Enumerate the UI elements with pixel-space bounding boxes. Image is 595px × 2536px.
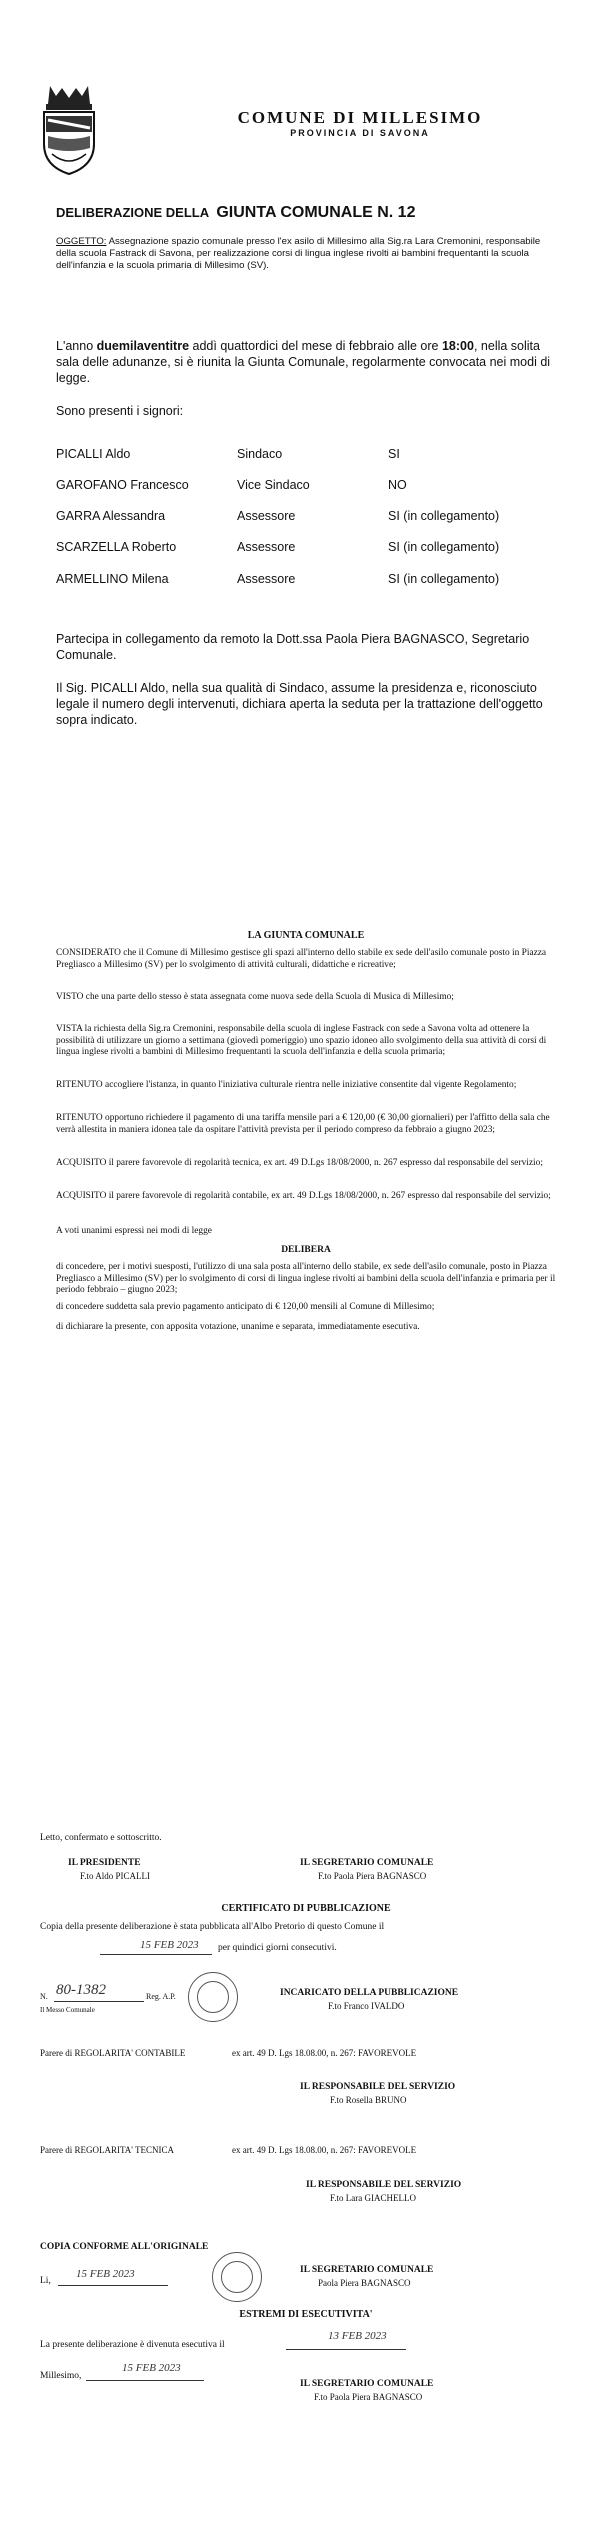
presidente-label: IL PRESIDENTE (68, 1858, 141, 1868)
intro-text-1: L'anno (56, 339, 94, 353)
li-date: 15 FEB 2023 (76, 2268, 135, 2280)
member-role: Assessore (237, 572, 296, 586)
segretario-label: IL SEGRETARIO COMUNALE (300, 2265, 434, 2275)
member-role: Vice Sindaco (237, 478, 310, 492)
oggetto-label: OGGETTO: (56, 236, 107, 247)
comune-title: COMUNE DI MILLESIMO (237, 108, 483, 127)
oggetto-block (56, 236, 556, 272)
partecipa-paragraph: Partecipa in collegamento da remoto la Dott.ssa Paola Piera BAGNASCO, Segretario Comunale. (56, 632, 530, 662)
member-present: SI (in collegamento) (388, 572, 500, 586)
consideration-item: VISTO che una parte dello stesso è stata assegnata come nuova sede della Scuola di Musica di Millesimo; (56, 992, 454, 1002)
letto-text: Letto, confermato e sottoscritto. (40, 1833, 162, 1843)
comune-stamp (188, 1972, 238, 2022)
delibera-heading: DELIBERA (281, 1245, 331, 1255)
decision-item: di dichiarare la presente, con apposita votazione, unanime e separata, immediatamente esecutiva. (56, 1322, 420, 1332)
intro-paragraph (56, 338, 556, 386)
resp-servizio-label: IL RESPONSABILE DEL SERVIZIO (306, 2180, 462, 2190)
member-role: Sindaco (237, 447, 283, 461)
member-present: NO (388, 478, 407, 492)
reg-n-prefix: N. (40, 1992, 48, 2001)
incaricato-name: F.to Franco IVALDO (328, 2001, 405, 2011)
presenti-label: Sono presenti i signori: (56, 404, 184, 418)
resp-servizio-name: F.to Lara GIACHELLO (330, 2193, 417, 2203)
comune-stamp (212, 2252, 262, 2302)
member-name: PICALLI Aldo (56, 447, 131, 461)
parere-contabile-label: Parere di REGOLARITA' CONTABILE (40, 2048, 186, 2058)
incaricato-label: INCARICATO DELLA PUBBLICAZIONE (280, 1988, 459, 1998)
deliberazione-heading (56, 204, 415, 222)
parere-tecnica-label: Parere di REGOLARITA' TECNICA (40, 2145, 174, 2155)
segretario-label: IL SEGRETARIO COMUNALE (300, 2379, 434, 2389)
member-name: GARRA Alessandra (56, 509, 166, 523)
reg-label: Reg. A.P. (146, 1992, 176, 2001)
member-present: SI (in collegamento) (388, 540, 500, 554)
pub-days: per quindici giorni consecutivi. (218, 1943, 337, 1953)
member-role: Assessore (237, 509, 296, 523)
resp-servizio-label: IL RESPONSABILE DEL SERVIZIO (300, 2082, 456, 2092)
provincia-subtitle: PROVINCIA DI SAVONA (290, 128, 430, 138)
copia-conforme-label: COPIA CONFORME ALL'ORIGINALE (40, 2242, 209, 2252)
consideration-item: ACQUISITO il parere favorevole di regolarità contabile, ex art. 49 D.Lgs 18/08/2000, n. 267 espresso dal responsabile del servizio; (56, 1191, 551, 1201)
reg-number: 80-1382 (56, 1982, 106, 1998)
estremi-heading: ESTREMI DI ESECUTIVITA' (239, 2309, 373, 2320)
member-name: GAROFANO Francesco (56, 478, 189, 492)
segretario-name: F.to Paola Piera BAGNASCO (318, 1871, 427, 1881)
li-label: Li, (40, 2276, 51, 2286)
consideration-item: CONSIDERATO che il Comune di Millesimo gestisce gli spazi all'interno dello stabile ex sede dell'asilo comunale posto in Piazza Pregliasco a Millesimo (SV) per lo svolgimento di attività culturali, didattiche e ricreative; (56, 948, 547, 970)
segretario-label: IL SEGRETARIO COMUNALE (300, 1858, 434, 1868)
millesimo-date: 15 FEB 2023 (122, 2362, 181, 2374)
certificato-heading: CERTIFICATO DI PUBBLICAZIONE (221, 1903, 391, 1914)
messo-label: Il Messo Comunale (40, 2006, 95, 2014)
member-role: Assessore (237, 540, 296, 554)
presidente-name: F.to Aldo PICALLI (80, 1871, 151, 1881)
esecutiva-text: La presente deliberazione è divenuta esecutiva il (40, 2340, 225, 2350)
intro-text-3: , nella solita sala delle adunanze, si è riunita la Giunta Comunale, regolarmente convocata nei modi di legge. (56, 339, 551, 385)
segretario-name: F.to Paola Piera BAGNASCO (314, 2392, 423, 2402)
resp-servizio-name: F.to Rosella BRUNO (330, 2095, 407, 2105)
consideration-item: VISTA la richiesta della Sig.ra Cremonini, responsabile della scuola di inglese Fastrack con sede a Savona volta ad ottenere la possibilità di utilizzare un giorno a settimana (giovedì pomeriggio) uno spazio idoneo allo svolgimento della sua attività di corsi di lingua inglese rivolti a bambini di Millesimo frequentanti la scuola dell'infanzia e della scuola primaria; (56, 1024, 547, 1058)
presidenza-paragraph: Il Sig. PICALLI Aldo, nella sua qualità di Sindaco, assume la presidenza e, riconosciuto legale il numero degli intervenuti, dichiara aperta la seduta per la trattazione dell'oggetto sopra indicato. (56, 681, 543, 727)
intro-year: duemilaventitre (96, 339, 190, 353)
millesimo-label: Millesimo, (40, 2371, 82, 2381)
consideration-item: RITENUTO opportuno richiedere il pagamento di una tariffa mensile pari a € 120,00 (€ 30,00 giornalieri) per l'affitto della sala che verrà allestita in maniera idonea tale da ospitare l'attività prevista per il periodo compreso da febbraio a giugno 2023; (56, 1113, 550, 1135)
parere-contabile-ref: ex art. 49 D. Lgs 18.08.00, n. 267: FAVOREVOLE (232, 2048, 417, 2058)
consideration-item: RITENUTO accogliere l'istanza, in quanto l'iniziativa culturale rientra nelle iniziative consentite dal vigente Regolamento; (56, 1080, 517, 1090)
deliberazione-prefix: DELIBERAZIONE DELLA (56, 205, 210, 220)
certificato-text: Copia della presente deliberazione è stata pubblicata all'Albo Pretorio di questo Comune il (40, 1922, 385, 1932)
member-name: ARMELLINO Milena (56, 572, 169, 586)
member-present: SI (in collegamento) (388, 509, 500, 523)
giunta-heading: LA GIUNTA COMUNALE (247, 930, 365, 941)
consideration-item: ACQUISITO il parere favorevole di regolarità tecnica, ex art. 49 D.Lgs 18/08/2000, n. 267 espresso dal responsabile del servizio; (56, 1158, 543, 1168)
decision-item: di concedere, per i motivi suesposti, l'utilizzo di una sala posta all'interno dello stabile, ex sede dell'asilo comunale, posto in Piazza Pregliasco a Millesimo (SV) per lo svolgimento di corsi di lingua inglese rivolti ai bambini della scuola dell'infanzia e primaria per il periodo febbraio – giugno 2023; (56, 1262, 556, 1296)
intro-hour: 18:00 (441, 339, 474, 353)
intro-text-2: addì quattordici del mese di febbraio alle ore (192, 339, 439, 353)
member-name: SCARZELLA Roberto (56, 540, 177, 554)
member-present: SI (388, 447, 400, 461)
consideration-item: A voti unanimi espressi nei modi di legge (56, 1226, 212, 1236)
parere-tecnica-ref: ex art. 49 D. Lgs 18.08.00, n. 267: FAVOREVOLE (232, 2145, 417, 2155)
comune-crest-logo (36, 82, 102, 178)
oggetto-text: Assegnazione spazio comunale presso l'ex asilo di Millesimo alla Sig.ra Lara Cremonini, responsabile della scuola Fastrack di Savona, per realizzazione corsi di lingua inglese rivolti ai bambini frequentanti la scuola dell'infanzia e la scuola primaria di Millesimo (SV). (56, 236, 541, 271)
segretario-name: Paola Piera BAGNASCO (318, 2278, 411, 2288)
esecutiva-date: 13 FEB 2023 (328, 2330, 387, 2342)
pub-date: 15 FEB 2023 (140, 1939, 199, 1951)
decision-item: di concedere suddetta sala previo pagamento anticipato di € 120,00 mensili al Comune di Millesimo; (56, 1302, 435, 1312)
deliberazione-title: GIUNTA COMUNALE N. 12 (216, 204, 416, 221)
